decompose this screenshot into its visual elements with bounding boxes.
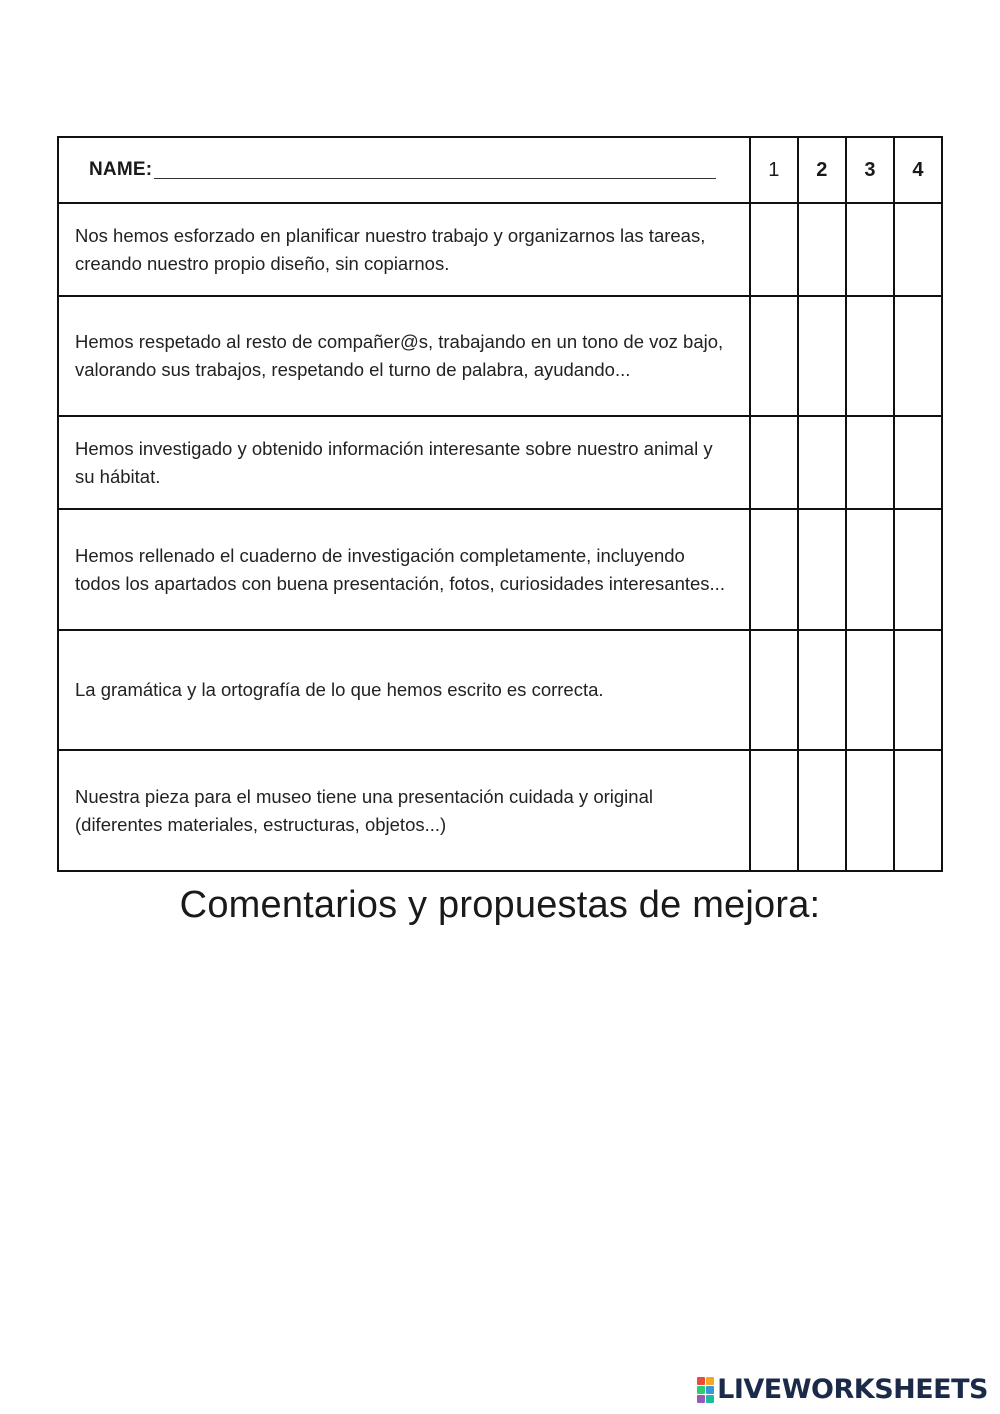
score-cell-1[interactable] bbox=[750, 203, 798, 296]
score-header-3: 3 bbox=[846, 137, 894, 203]
score-cell-1[interactable] bbox=[750, 416, 798, 509]
score-cell-2[interactable] bbox=[798, 630, 846, 750]
header-row bbox=[58, 137, 942, 203]
score-cell-4[interactable] bbox=[894, 750, 942, 871]
logo-block bbox=[706, 1377, 714, 1385]
criterion-text: Nuestra pieza para el museo tiene una presentación cuidada y original (diferentes materiales, estructuras, objetos...) bbox=[58, 750, 750, 871]
criterion-row bbox=[58, 509, 942, 630]
criterion-row bbox=[58, 750, 942, 871]
score-cell-1[interactable] bbox=[750, 750, 798, 871]
rubric-table bbox=[57, 136, 943, 872]
score-cell-2[interactable] bbox=[798, 203, 846, 296]
score-cell-3[interactable] bbox=[846, 750, 894, 871]
logo-blocks-icon bbox=[697, 1377, 714, 1403]
score-cell-3[interactable] bbox=[846, 630, 894, 750]
name-cell bbox=[58, 137, 750, 203]
criterion-text: Hemos respetado al resto de compañer@s, trabajando en un tono de voz bajo, valorando sus trabajos, respetando el turno de palabra, ayudando... bbox=[58, 296, 750, 416]
score-cell-4[interactable] bbox=[894, 416, 942, 509]
logo-block bbox=[697, 1377, 705, 1385]
score-header-4: 4 bbox=[894, 137, 942, 203]
score-cell-1[interactable] bbox=[750, 509, 798, 630]
score-cell-2[interactable] bbox=[798, 750, 846, 871]
criterion-row bbox=[58, 630, 942, 750]
score-cell-3[interactable] bbox=[846, 509, 894, 630]
score-cell-4[interactable] bbox=[894, 203, 942, 296]
criterion-row bbox=[58, 296, 942, 416]
score-cell-4[interactable] bbox=[894, 630, 942, 750]
score-cell-2[interactable] bbox=[798, 296, 846, 416]
score-cell-2[interactable] bbox=[798, 509, 846, 630]
criterion-text: Hemos rellenado el cuaderno de investigación completamente, incluyendo todos los apartados con buena presentación, fotos, curiosidades interesantes... bbox=[58, 509, 750, 630]
name-input-line[interactable] bbox=[154, 177, 716, 179]
liveworksheets-logo bbox=[697, 1374, 988, 1405]
score-cell-1[interactable] bbox=[750, 630, 798, 750]
score-cell-2[interactable] bbox=[798, 416, 846, 509]
logo-text: LIVEWORKSHEETS bbox=[717, 1374, 988, 1405]
comments-title: Comentarios y propuestas de mejora: bbox=[179, 884, 821, 926]
logo-block bbox=[697, 1386, 705, 1394]
criterion-text: Hemos investigado y obtenido información interesante sobre nuestro animal y su hábitat. bbox=[58, 416, 750, 509]
score-cell-3[interactable] bbox=[846, 203, 894, 296]
criterion-row bbox=[58, 416, 942, 509]
score-cell-3[interactable] bbox=[846, 296, 894, 416]
logo-block bbox=[706, 1395, 714, 1403]
criterion-text: Nos hemos esforzado en planificar nuestro trabajo y organizarnos las tareas, creando nuestro propio diseño, sin copiarnos. bbox=[58, 203, 750, 296]
score-header-2: 2 bbox=[798, 137, 846, 203]
logo-block bbox=[697, 1395, 705, 1403]
score-cell-4[interactable] bbox=[894, 509, 942, 630]
score-cell-1[interactable] bbox=[750, 296, 798, 416]
criterion-text: La gramática y la ortografía de lo que hemos escrito es correcta. bbox=[58, 630, 750, 750]
name-label: NAME: bbox=[89, 159, 153, 180]
criterion-row bbox=[58, 203, 942, 296]
score-header-1: 1 bbox=[750, 137, 798, 203]
logo-block bbox=[706, 1386, 714, 1394]
score-cell-4[interactable] bbox=[894, 296, 942, 416]
score-cell-3[interactable] bbox=[846, 416, 894, 509]
